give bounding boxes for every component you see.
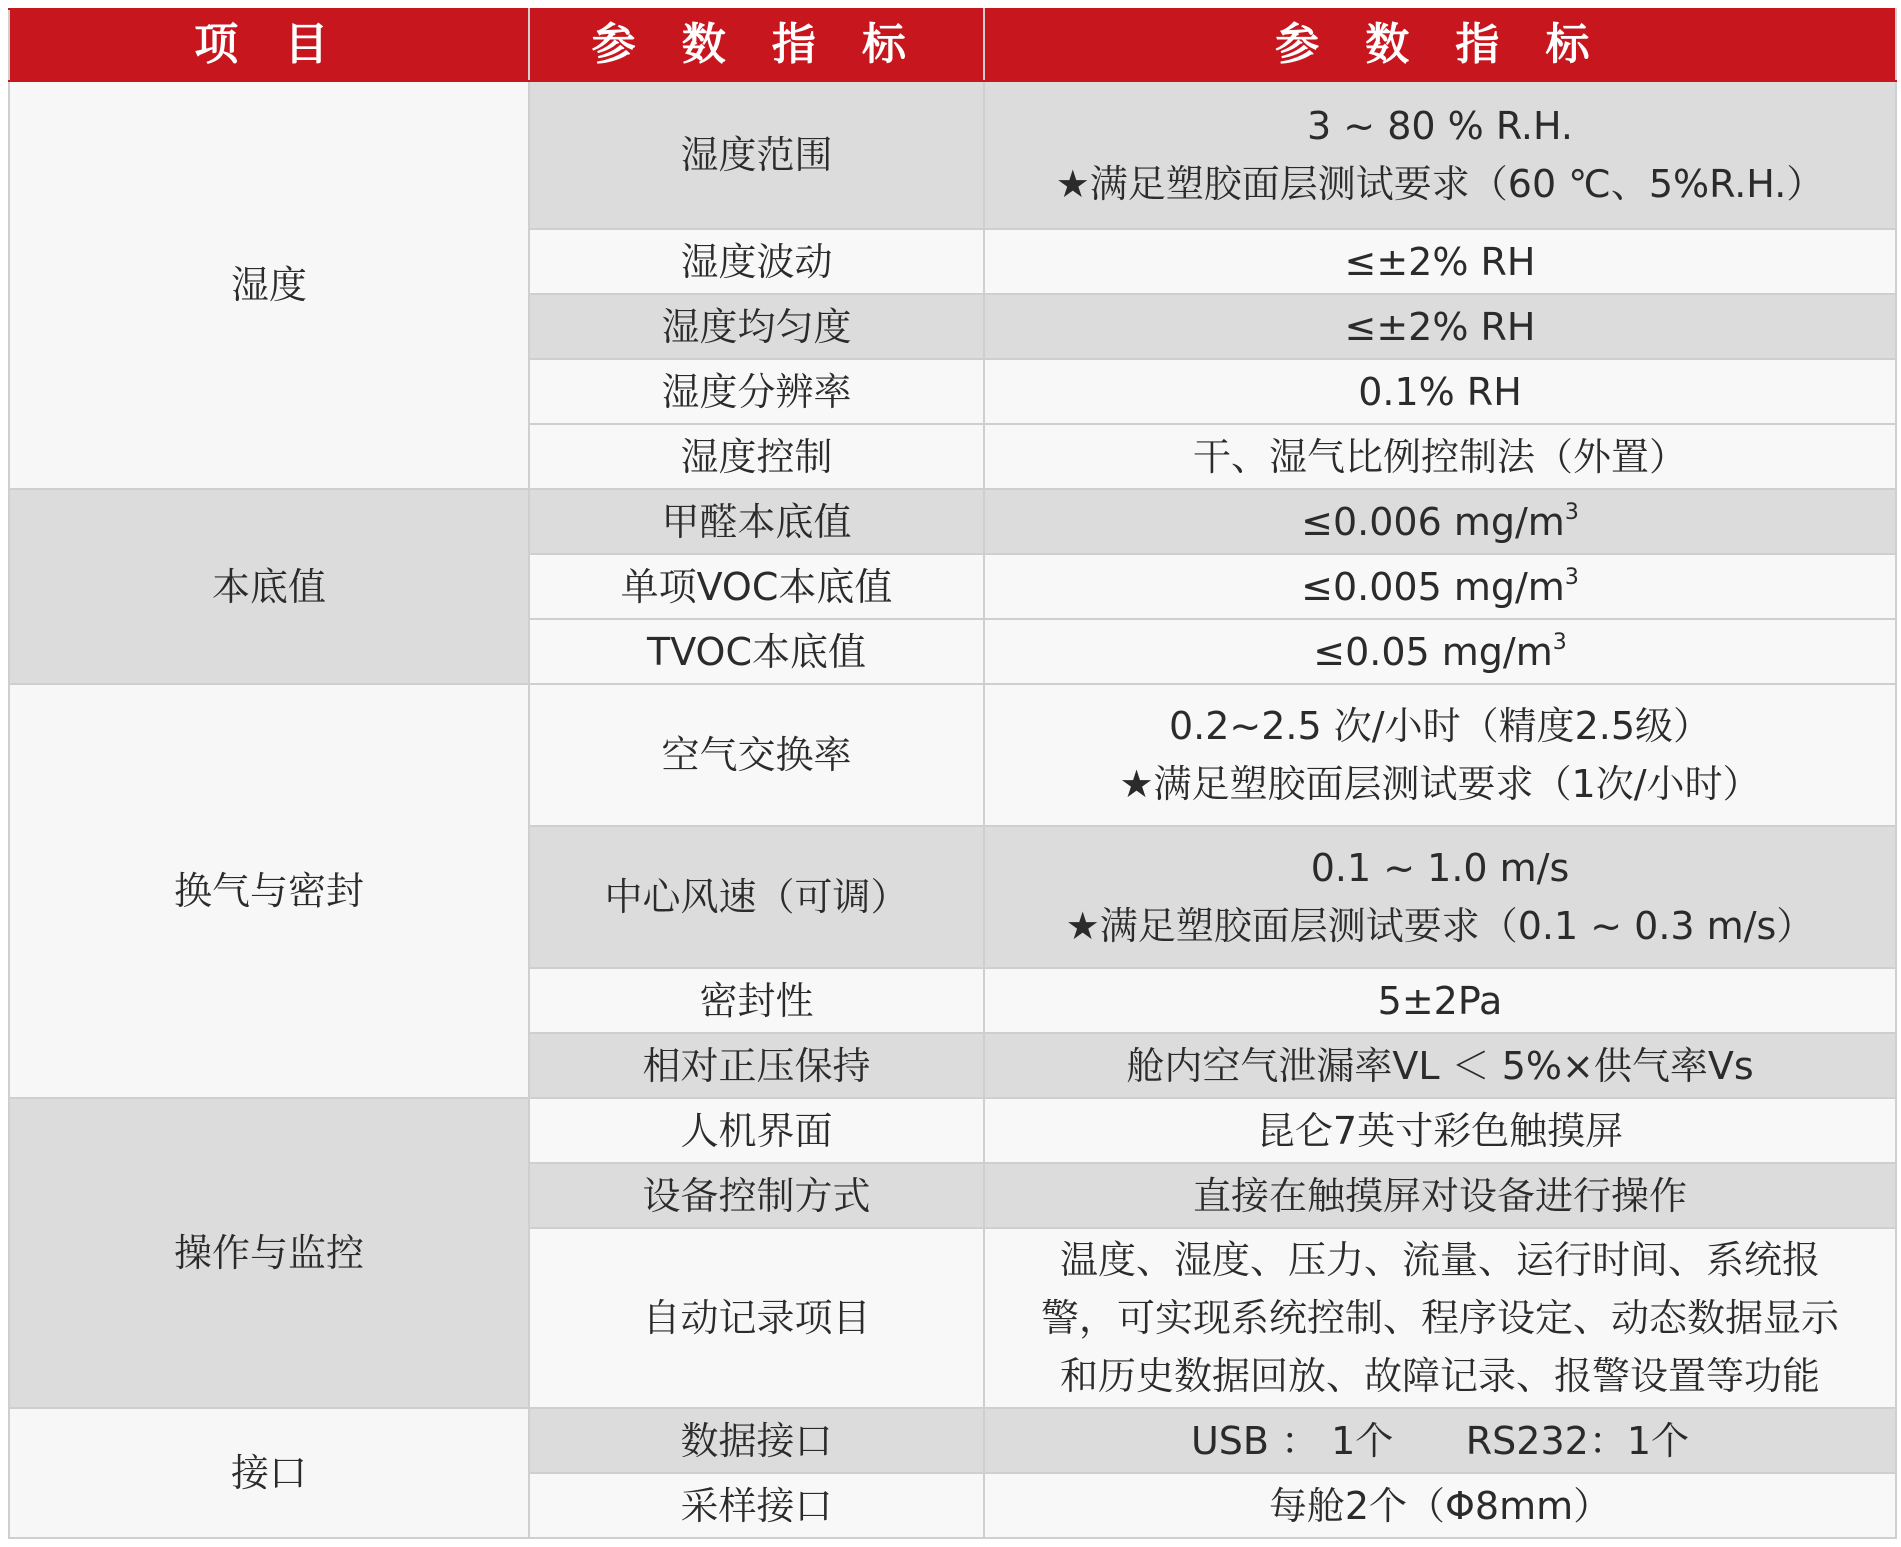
category-background: 本底值 bbox=[9, 489, 529, 684]
value-line: 0.2~2.5 次/小时（精度2.5级） bbox=[1168, 704, 1712, 748]
param-cell: 人机界面 bbox=[529, 1098, 984, 1163]
value-cell: 每舱2个（Φ8mm） bbox=[984, 1473, 1896, 1538]
value-text: ≤0.005 mg/m bbox=[1301, 564, 1565, 609]
value-line: 警，可实现系统控制、程序设定、动态数据显示 bbox=[1040, 1296, 1839, 1340]
header-param: 参 数 指 标 bbox=[529, 9, 984, 81]
param-cell: 湿度波动 bbox=[529, 229, 984, 294]
param-cell: 湿度均匀度 bbox=[529, 294, 984, 359]
value-line: 0.1 ~ 1.0 m/s bbox=[1310, 846, 1570, 890]
param-cell: 空气交换率 bbox=[529, 684, 984, 826]
param-cell: 单项VOC本底值 bbox=[529, 554, 984, 619]
value-cell: 直接在触摸屏对设备进行操作 bbox=[984, 1163, 1896, 1228]
superscript: 3 bbox=[1552, 629, 1567, 655]
header-param-value: 参 数 指 标 bbox=[984, 9, 1896, 81]
value-cell bbox=[984, 1228, 1896, 1408]
value-cell bbox=[984, 554, 1896, 619]
table-row bbox=[9, 1098, 1896, 1163]
table-row bbox=[9, 81, 1896, 229]
superscript: 3 bbox=[1564, 564, 1579, 590]
param-cell: 设备控制方式 bbox=[529, 1163, 984, 1228]
param-cell: 中心风速（可调） bbox=[529, 826, 984, 968]
value-cell: 昆仑7英寸彩色触摸屏 bbox=[984, 1098, 1896, 1163]
value-cell: 0.1% RH bbox=[984, 359, 1896, 424]
table-row bbox=[9, 489, 1896, 554]
param-cell: 湿度控制 bbox=[529, 424, 984, 489]
value-cell bbox=[984, 826, 1896, 968]
category-ventilation: 换气与密封 bbox=[9, 684, 529, 1098]
header-item: 项 目 bbox=[9, 9, 529, 81]
category-operation: 操作与监控 bbox=[9, 1098, 529, 1408]
param-cell: 湿度范围 bbox=[529, 81, 984, 229]
param-cell: 采样接口 bbox=[529, 1473, 984, 1538]
value-line: 温度、湿度、压力、流量、运行时间、系统报 bbox=[1059, 1238, 1820, 1282]
value-cell bbox=[984, 619, 1896, 684]
table-row bbox=[9, 684, 1896, 826]
param-cell: 相对正压保持 bbox=[529, 1033, 984, 1098]
value-cell bbox=[984, 489, 1896, 554]
value-cell: 干、湿气比例控制法（外置） bbox=[984, 424, 1896, 489]
value-cell: 舱内空气泄漏率VL ＜ 5%×供气率Vs bbox=[984, 1033, 1896, 1098]
superscript: 3 bbox=[1564, 499, 1579, 525]
param-cell: 数据接口 bbox=[529, 1408, 984, 1473]
param-cell: 自动记录项目 bbox=[529, 1228, 984, 1408]
param-cell: 湿度分辨率 bbox=[529, 359, 984, 424]
param-cell: 甲醛本底值 bbox=[529, 489, 984, 554]
value-cell: 5±2Pa bbox=[984, 968, 1896, 1033]
value-cell: ≤±2% RH bbox=[984, 229, 1896, 294]
value-note: ★满足塑胶面层测试要求（1次/小时） bbox=[1119, 762, 1761, 806]
value-text: ≤0.006 mg/m bbox=[1301, 499, 1565, 544]
param-cell: TVOC本底值 bbox=[529, 619, 984, 684]
param-cell: 密封性 bbox=[529, 968, 984, 1033]
header-row bbox=[9, 9, 1896, 81]
table-row bbox=[9, 1408, 1896, 1473]
value-note: ★满足塑胶面层测试要求（60 ℃、5%R.H.） bbox=[1055, 162, 1825, 206]
value-cell bbox=[984, 81, 1896, 229]
category-interface: 接口 bbox=[9, 1408, 529, 1538]
value-text: ≤0.05 mg/m bbox=[1313, 629, 1553, 674]
spec-table bbox=[8, 8, 1897, 1539]
category-humidity: 湿度 bbox=[9, 81, 529, 489]
value-cell: USB ： 1个 RS232：1个 bbox=[984, 1408, 1896, 1473]
value-cell: ≤±2% RH bbox=[984, 294, 1896, 359]
value-line: 和历史数据回放、故障记录、报警设置等功能 bbox=[1059, 1354, 1820, 1398]
value-note: ★满足塑胶面层测试要求（0.1 ~ 0.3 m/s） bbox=[1065, 904, 1815, 948]
value-line: 3 ~ 80 % R.H. bbox=[1307, 104, 1573, 148]
value-cell bbox=[984, 684, 1896, 826]
